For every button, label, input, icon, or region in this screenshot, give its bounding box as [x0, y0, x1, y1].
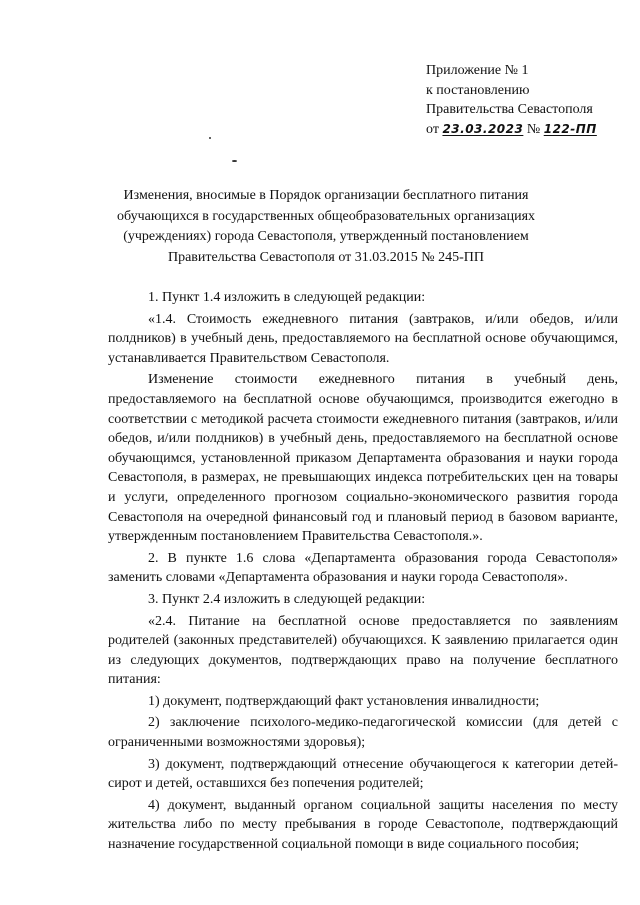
title-line: Изменения, вносимые в Порядок организации бесплатного питания	[123, 188, 529, 203]
list-item: 2) заключение психолого-медико-педагогической комиссии (для детей с ограниченными возможностями здоровья);	[108, 715, 618, 751]
annex-block	[426, 61, 626, 139]
list-item: 1) документ, подтверждающий факт установления инвалидности;	[148, 693, 540, 709]
title-line: (учреждениях) города Севастополя, утвержденный постановлением	[123, 229, 529, 244]
paragraph: 1. Пункт 1.4 изложить в следующей редакции:	[148, 290, 426, 305]
annex-resolution-line: к постановлению	[426, 82, 530, 98]
list-item: 3) документ, подтверждающий отнесение обучающегося к категории детей-сирот и детей, оставшихся без попечения родителей;	[108, 756, 618, 792]
title-line: Правительства Севастополя от 31.03.2015 № 245-ПП	[167, 249, 485, 265]
annex-title: Приложение № 1	[426, 63, 529, 78]
number-prefix: №	[526, 121, 541, 137]
date-prefix: от	[426, 121, 439, 137]
annex-date-number-line	[426, 120, 626, 140]
paragraph: 3. Пункт 2.4 изложить в следующей редакции:	[148, 591, 426, 607]
paragraph: Изменение стоимости ежедневного питания в учебный день, предоставляемого на бесплатной основе обучающимся, производится ежегодно в соответствии с методикой расчета стоимости ежедневного питания (завтраков, и/или обедов, и/или полдников) в учебный день, предоставляемого на бесплатной основе обучающимся, установленной приказом Департамента образования и науки города Севастополя, в размерах, не превышающих индекса потребительских цен на товары и услуги, определенного прогнозом социально-экономического развития города Севастополя на очередной финансовый год и плановый период в базовом варианте, утвержденным постановлением Правительства Севастополя.».	[108, 372, 618, 545]
document-body	[108, 288, 618, 855]
scan-speck	[232, 160, 237, 162]
paragraph: 2. В пункте 1.6 слова «Департамента образования города Севастополя» заменить словами «Департамента образования и науки города Севастополя».	[108, 550, 618, 586]
paragraph: «1.4. Стоимость ежедневного питания (завтраков, и/или обедов, и/или полдников) в учебный день, предоставляемого на бесплатной основе обучающимся, устанавливается Правительством Севастополя.	[108, 311, 618, 366]
handwritten-number: 122-ПП	[543, 121, 597, 136]
scan-speck	[209, 137, 211, 139]
document-title	[96, 186, 556, 268]
paragraph: «2.4. Питание на бесплатной основе предоставляется по заявлениям родителей (законных представителей) обучающихся. К заявлению прилагается один из следующих документов, подтверждающих право на получение бесплатного питания:	[108, 613, 618, 688]
handwritten-date: 23.03.2023	[442, 121, 524, 136]
annex-government-line: Правительства Севастополя	[426, 102, 593, 117]
list-item: 4) документ, выданный органом социальной защиты населения по месту жительства либо по месту пребывания в городе Севастополе, подтверждающий назначение государственной социальной помощи в виде социального пособия;	[108, 797, 618, 853]
title-line: обучающихся в государственных общеобразовательных организациях	[116, 208, 536, 224]
